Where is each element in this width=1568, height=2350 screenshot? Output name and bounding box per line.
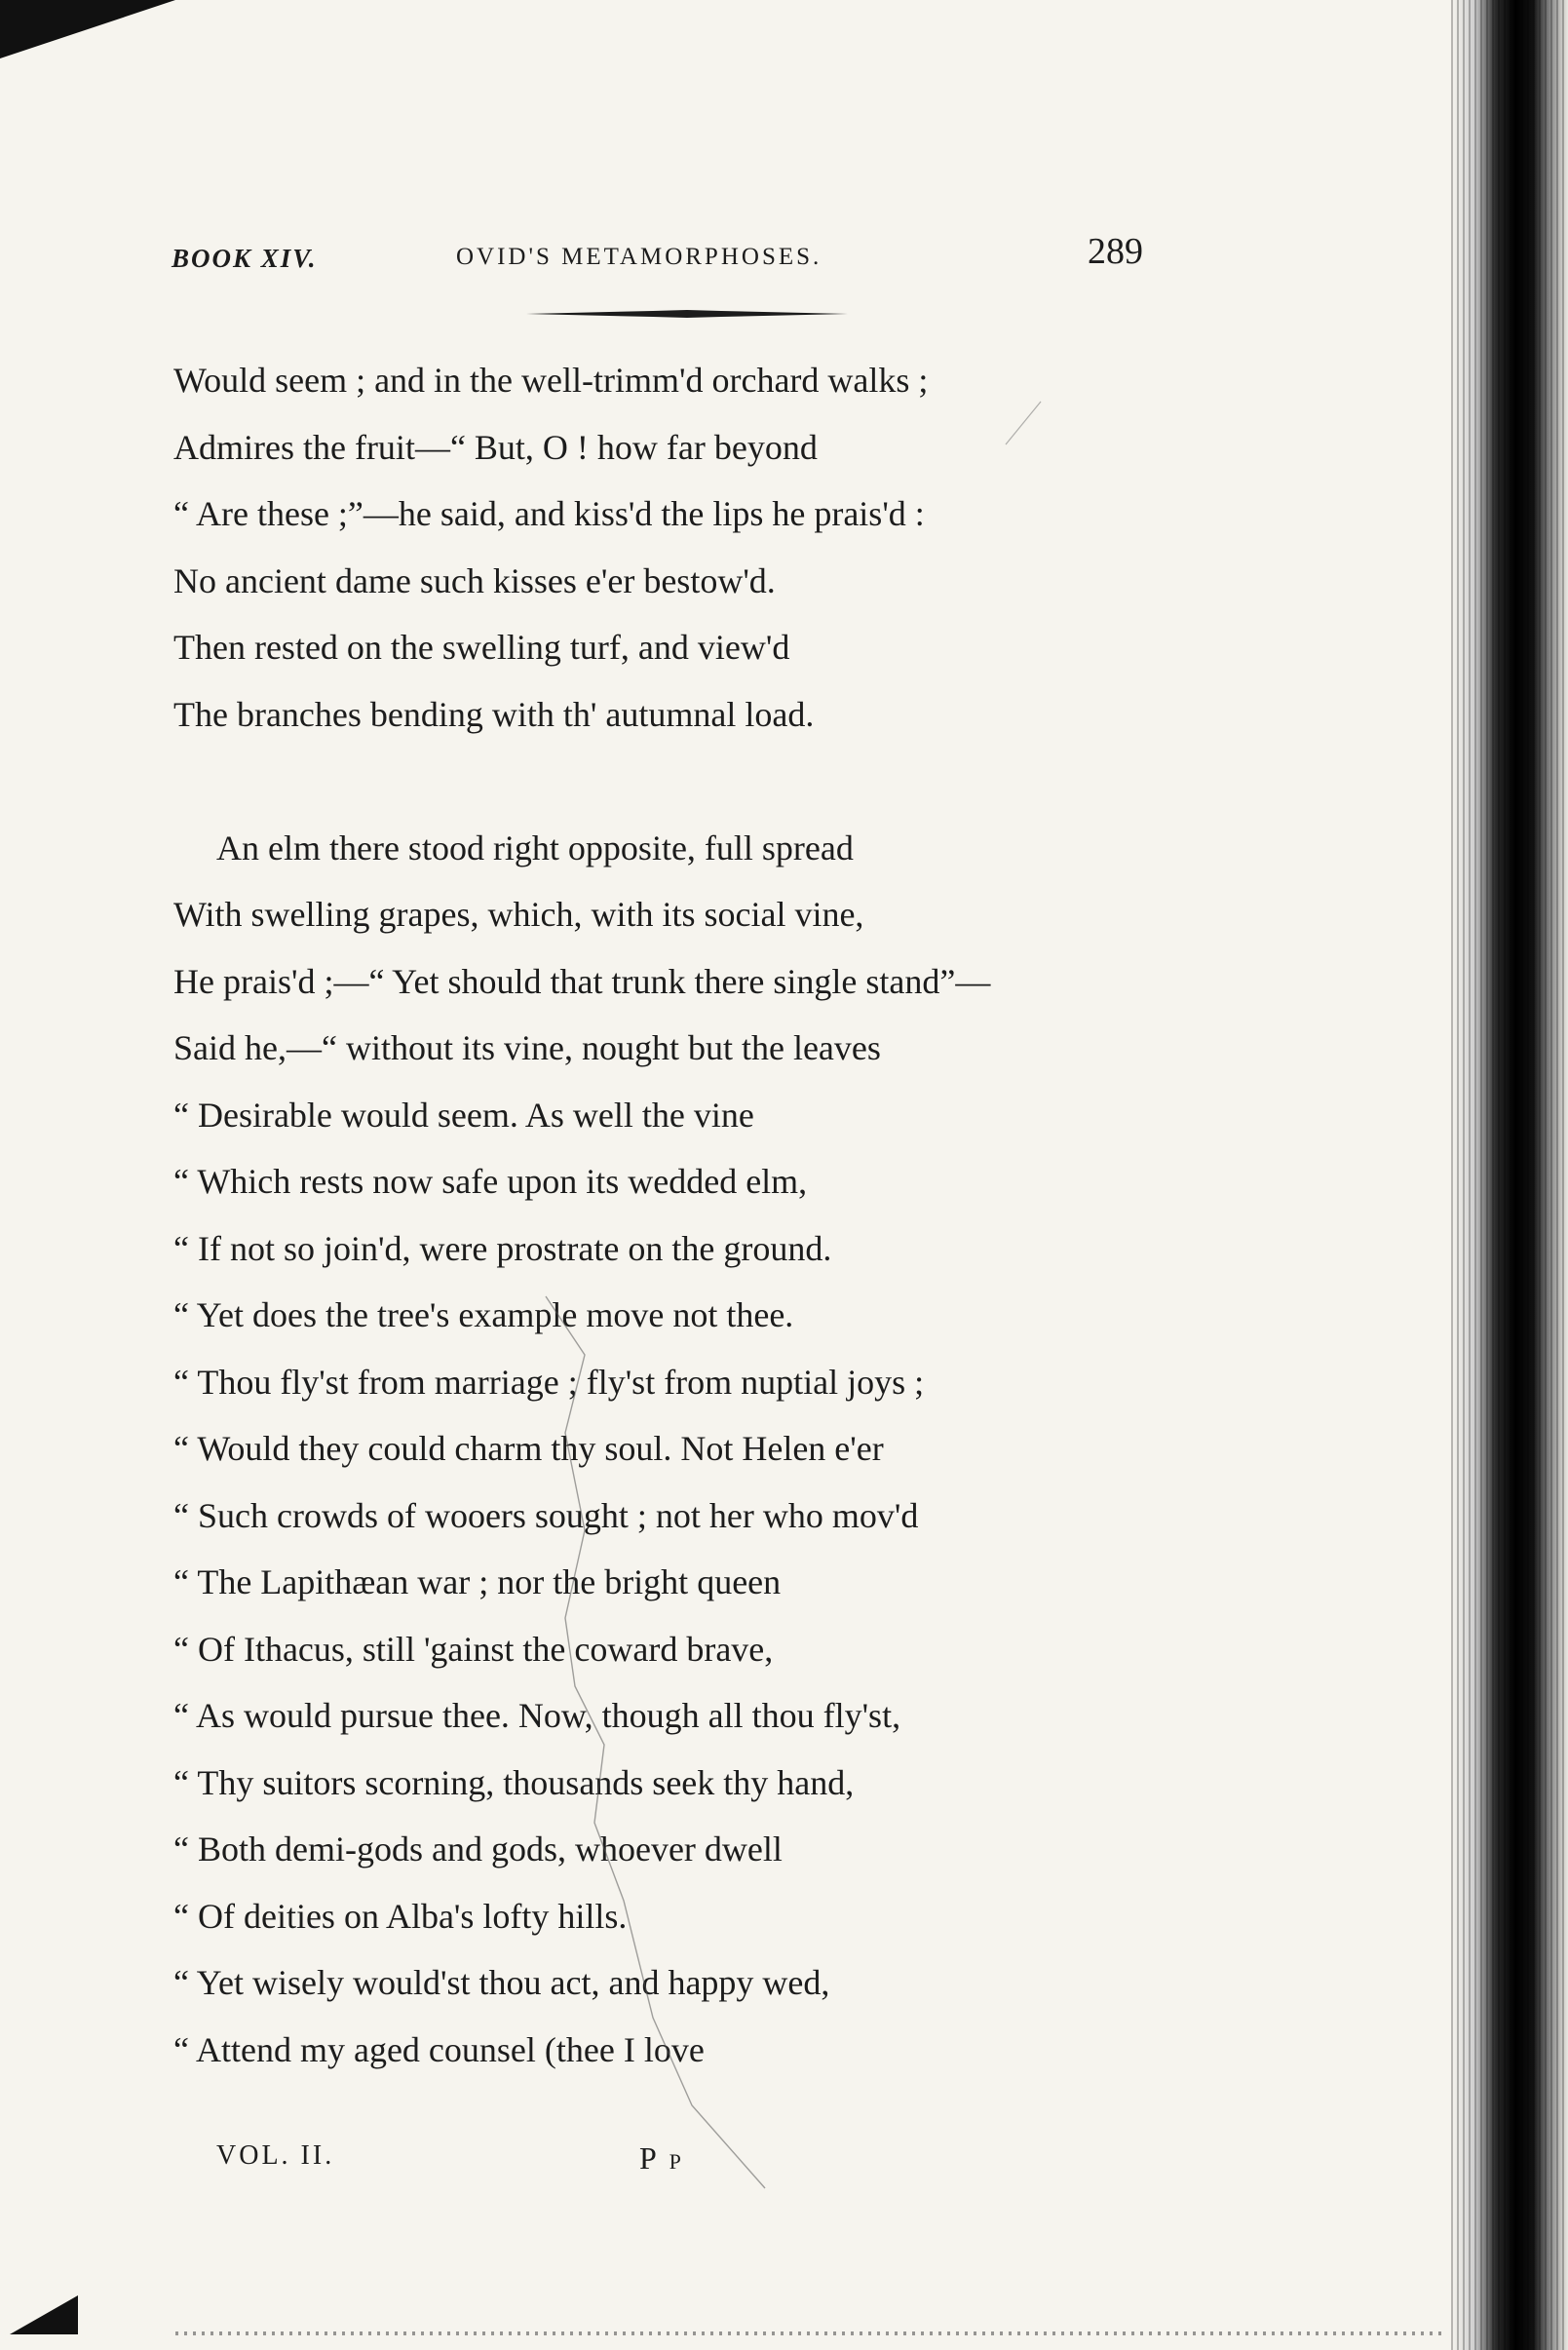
verse-line: “ Attend my aged counsel (thee I love [173, 2029, 705, 2069]
verse-line: Would seem ; and in the well-trimm'd orchard walks ; [173, 361, 929, 400]
bottom-ink-mark [10, 2295, 78, 2334]
verse-line: Said he,—“ without its vine, nought but the leaves [173, 1028, 881, 1067]
stanza-break [173, 748, 1206, 815]
verse-line: “ If not so join'd, were prostrate on the ground. [173, 1228, 832, 1268]
corner-ink-mark [0, 0, 175, 58]
verse-line: “ As would pursue thee. Now, though all thou fly'st, [173, 1696, 901, 1735]
running-head [172, 230, 1159, 289]
page-number: 289 [1088, 231, 1143, 272]
page-binding-edge [1451, 0, 1568, 2350]
verse-line-indented: An elm there stood right opposite, full spread [216, 828, 854, 867]
verse-line: “ Yet does the tree's example move not thee. [173, 1295, 794, 1334]
verse-line: With swelling grapes, which, with its social vine, [173, 895, 864, 934]
volume-label: VOL. II. [216, 2140, 335, 2171]
verse-line: “ The Lapithæan war ; nor the bright queen [173, 1562, 782, 1601]
verse-line: “ Desirable would seem. As well the vine [173, 1095, 754, 1135]
verse-line: “ Thou fly'st from marriage ; fly'st from nuptial joys ; [173, 1362, 925, 1402]
poem-text [173, 347, 1206, 2083]
verse-line: Admires the fruit—“ But, O ! how far beyond [173, 427, 818, 467]
verse-line: “ Both demi-gods and gods, whoever dwell [173, 1830, 783, 1868]
verse-line: “ Thy suitors scorning, thousands seek thy hand, [173, 1762, 855, 1802]
verse-line: No ancient dame such kisses e'er bestow'd. [173, 560, 776, 600]
verse-line: “ Such crowds of wooers sought ; not her who mov'd [173, 1495, 919, 1535]
verse-line: He prais'd ;—“ Yet should that trunk there single stand”— [173, 961, 991, 1001]
signature-mark: P p [639, 2140, 684, 2176]
page-footer [216, 2140, 899, 2189]
verse-line: “ Which rests now safe upon its wedded elm, [173, 1162, 808, 1201]
verse-line: “ Would they could charm thy soul. Not Helen e'er [173, 1429, 884, 1468]
work-title: OVID'S METAMORPHOSES. [456, 244, 822, 270]
verse-line: “ Of Ithacus, still 'gainst the coward brave, [173, 1629, 774, 1669]
verse-line: The branches bending with th' autumnal load. [173, 694, 815, 734]
book-label: BOOK XIV. [172, 244, 318, 273]
head-ornament-rule [526, 310, 848, 318]
verse-line: “ Of deities on Alba's lofty hills. [173, 1896, 628, 1936]
verse-line: Then rested on the swelling turf, and view'd [173, 628, 790, 667]
verse-line: “ Are these ;”—he said, and kiss'd the lips he prais'd : [173, 494, 925, 533]
bottom-edge-specks [175, 2331, 1442, 2335]
verse-line: “ Yet wisely would'st thou act, and happy wed, [173, 1963, 830, 2002]
